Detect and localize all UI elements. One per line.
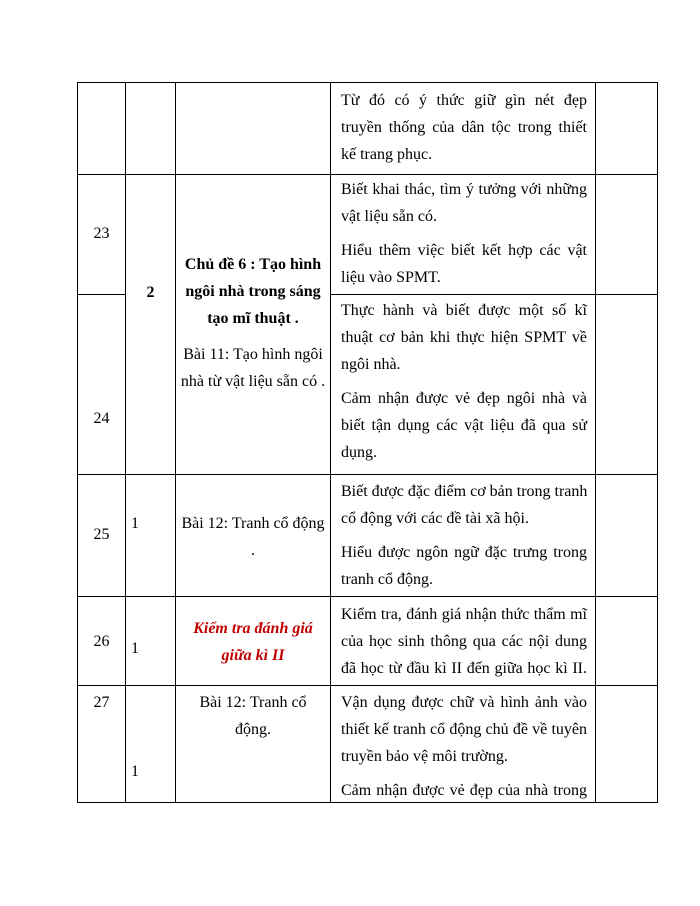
midterm-exam-title-line: Kiểm tra đánh giá <box>193 620 313 637</box>
week-number: 23 <box>93 225 110 242</box>
requirement-line: dụng. <box>341 444 377 461</box>
lesson-title-line: động. <box>235 721 271 738</box>
period-count: 1 <box>131 763 139 780</box>
lesson-title-line: . <box>251 542 255 559</box>
requirement-line: Kiểm tra, đánh giá nhận thức thẩm mĩ <box>341 606 587 623</box>
lesson-title-line: Bài 12: Tranh cổ <box>199 694 307 711</box>
week-number: 26 <box>93 633 110 650</box>
requirement-line: Biết khai thác, tìm ý tưởng với những <box>341 181 587 198</box>
requirement-line: truyền thống của dân tộc trong thiết <box>341 119 587 136</box>
requirement-line: biết tận dụng các vật liệu đã qua sử <box>341 417 587 434</box>
requirement-line: đã học từ đầu kì II đến giữa học kì II. <box>341 660 587 677</box>
requirement-line: thiết kế tranh cổ động chủ đề về tuyên <box>341 721 587 738</box>
requirement-line: liệu vào SPMT. <box>341 269 441 286</box>
midterm-exam-title-line: giữa kì II <box>221 647 285 664</box>
requirement-line: kế trang phục. <box>341 146 433 163</box>
period-count: 1 <box>131 640 139 657</box>
period-count: 1 <box>131 515 139 532</box>
week-number: 25 <box>93 526 110 543</box>
requirement-line: Từ đó có ý thức giữ gìn nét đẹp <box>341 92 587 109</box>
lesson-title-line: Bài 12: Tranh cổ động <box>181 515 325 532</box>
requirement-line: ngôi nhà. <box>341 356 401 373</box>
topic-title-line: Chủ đề 6 : Tạo hình <box>184 256 322 273</box>
requirement-line: Cảm nhận được vẻ đẹp ngôi nhà và <box>341 390 587 407</box>
requirement-line: Thực hành và biết được một số kĩ <box>341 302 587 319</box>
requirement-line: vật liệu sẵn có. <box>341 208 437 225</box>
requirement-line: Cảm nhận được vẻ đẹp của nhà trong <box>341 782 587 799</box>
requirement-line: cổ động với các đề tài xã hội. <box>341 510 529 527</box>
requirement-line: của học sinh thông qua các nội dung <box>341 633 587 650</box>
week-number: 27 <box>93 694 110 711</box>
requirement-line: Biết được đặc điểm cơ bản trong tranh <box>341 483 588 500</box>
requirement-line: Hiểu được ngôn ngữ đặc trưng trong <box>341 544 587 561</box>
requirement-line: tranh cổ động. <box>341 571 433 588</box>
period-count: 2 <box>146 284 155 301</box>
requirement-line: thuật cơ bản khi thực hiện SPMT về <box>341 329 587 346</box>
requirement-line: truyền bảo vệ môi trường. <box>341 748 508 765</box>
requirement-line: Vận dụng được chữ và hình ảnh vào <box>341 694 587 711</box>
week-number: 24 <box>93 410 110 427</box>
lesson-title-line: Bài 11: Tạo hình ngôi <box>183 346 323 363</box>
requirement-line: Hiểu thêm việc biết kết hợp các vật <box>341 242 587 259</box>
topic-title-line: ngôi nhà trong sáng <box>185 283 321 300</box>
lesson-title-line: nhà từ vật liệu sẵn có . <box>180 373 326 390</box>
topic-title-line: tạo mĩ thuật . <box>207 310 299 327</box>
